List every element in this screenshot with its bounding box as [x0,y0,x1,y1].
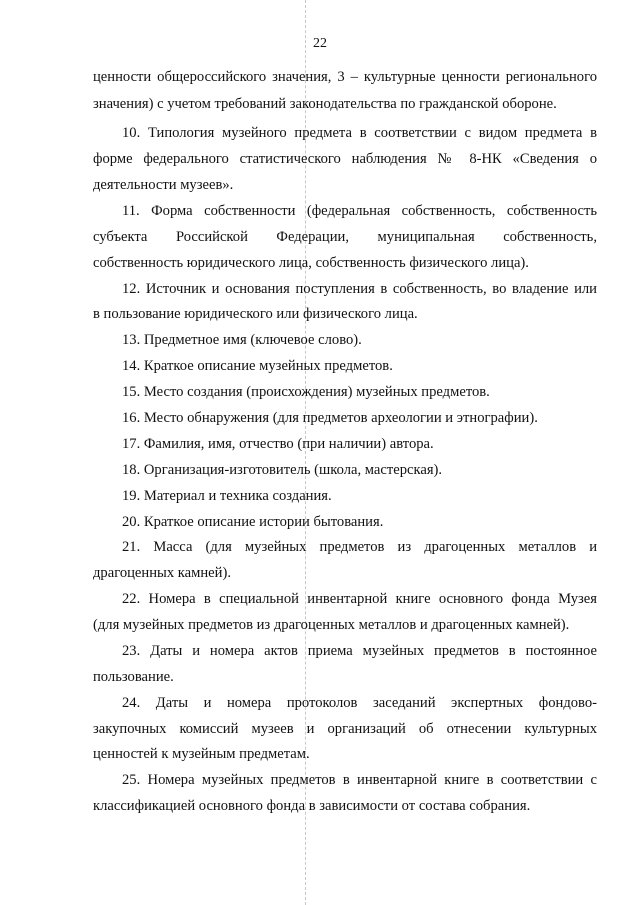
list-item-17: 17. Фамилия, имя, отчество (при наличии) автора. [122,436,434,452]
list-item-20: 20. Краткое описание истории бытования. [122,514,384,530]
list-item-16: 16. Место обнаружения (для предметов археологии и этнографии). [122,410,538,426]
text-line: закупочных комиссий музеев и организаций об отнесении культурных [93,721,597,737]
text-line: форме федерального статистического наблюдения № 8-НК «Сведения о [93,151,597,167]
list-item-23: 23. Даты и номера актов приема музейных предметов в постоянное [122,643,597,659]
list-item-24: 24. Даты и номера протоколов заседаний экспертных фондово- [122,695,597,711]
text-line: ценностей к музейным предметам. [93,746,310,762]
text-line: драгоценных камней). [93,565,231,581]
text-line: пользование. [93,669,174,685]
list-item-14: 14. Краткое описание музейных предметов. [122,358,393,374]
list-item-10: 10. Типология музейного предмета в соответствии с видом предмета в [122,125,597,141]
list-item-11: 11. Форма собственности (федеральная собственность, собственность [122,203,597,219]
list-item-19: 19. Материал и техника создания. [122,488,332,504]
page-number: 22 [313,36,327,51]
text-line: собственность юридического лица, собственность физического лица). [93,255,529,271]
text-line: значения) с учетом требований законодательства по гражданской обороне. [93,96,557,112]
text-line: (для музейных предметов из драгоценных металлов и драгоценных камней). [93,617,570,633]
list-item-25: 25. Номера музейных предметов в инвентарной книге в соответствии с [122,772,597,788]
text-line: классификацией основного фонда в зависимости от состава собрания. [93,798,531,814]
text-line: деятельности музеев». [93,177,234,193]
list-item-21: 21. Масса (для музейных предметов из драгоценных металлов и [122,539,597,555]
list-item-12: 12. Источник и основания поступления в собственность, во владение или [122,281,597,297]
text-line: в пользование юридического или физического лица. [93,306,418,322]
list-item-18: 18. Организация-изготовитель (школа, мастерская). [122,462,443,478]
list-item-22: 22. Номера в специальной инвентарной книге основного фонда Музея [122,591,597,607]
text-line: ценности общероссийского значения, 3 – культурные ценности регионального [93,69,597,85]
list-item-13: 13. Предметное имя (ключевое слово). [122,332,362,348]
list-item-15: 15. Место создания (происхождения) музейных предметов. [122,384,490,400]
text-line: субъекта Российской Федерации, муниципальная собственность, [93,229,597,245]
